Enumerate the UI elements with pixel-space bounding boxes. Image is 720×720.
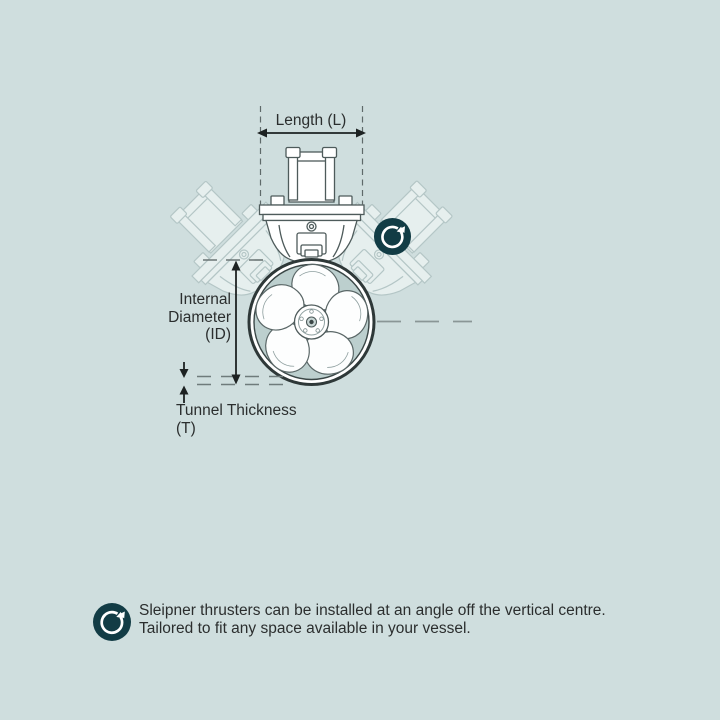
length-arrow (257, 129, 366, 138)
rotation-arrows-icon (92, 602, 132, 642)
caption-line1: Sleipner thrusters can be installed at an angle off the vertical centre. (139, 602, 606, 619)
length-label: Length (L) (275, 112, 347, 129)
internal-diameter-label (168, 291, 231, 344)
rotation-arrows-icon (373, 217, 412, 256)
internal-diameter-label-line2: Diameter (168, 308, 231, 326)
tunnel-thickness-label-line1: Tunnel Thickness (176, 402, 297, 419)
caption-text (139, 602, 606, 638)
propeller-hub (295, 305, 329, 339)
tunnel-and-propeller (249, 260, 375, 385)
internal-diameter-label-line3: (ID) (205, 326, 231, 343)
tunnel-thickness-arrows (180, 362, 189, 403)
tunnel-thickness-label-line2: (T) (176, 419, 196, 437)
internal-diameter-label-line1: Internal (179, 291, 231, 308)
tunnel-thickness-label (176, 402, 297, 437)
thruster-body (260, 148, 365, 264)
caption-line2: Tailored to fit any space available in your vessel. (139, 620, 471, 637)
